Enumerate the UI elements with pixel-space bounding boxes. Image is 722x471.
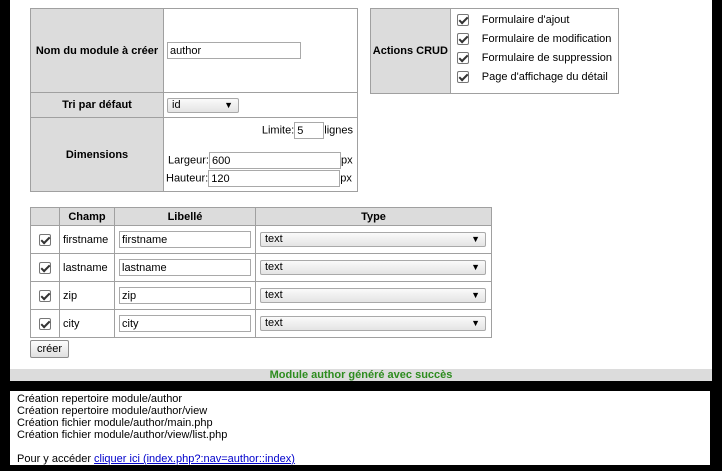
chevron-down-icon: ▼ [471, 234, 480, 244]
field-type-select[interactable] [260, 232, 486, 247]
sort-label: Tri par défaut [31, 93, 164, 118]
crud-edit-checkbox[interactable] [457, 33, 469, 45]
access-line [17, 453, 703, 465]
field-name: firstname [60, 226, 115, 254]
crud-option-label: Page d'affichage du détail [481, 71, 608, 83]
field-type-select[interactable] [260, 260, 486, 275]
crud-option-detail [457, 71, 612, 90]
dimensions-label: Dimensions [31, 118, 164, 192]
generation-log [10, 391, 710, 465]
chevron-down-icon: ▼ [471, 262, 480, 272]
crud-option-label: Formulaire d'ajout [481, 14, 570, 26]
field-name: lastname [60, 254, 115, 282]
crud-actions-table [370, 8, 619, 94]
success-message: Module author généré avec succès [10, 369, 712, 381]
crud-label: Actions CRUD [371, 9, 451, 94]
fields-table [30, 207, 492, 338]
table-row [31, 282, 492, 310]
field-type-value: text [265, 289, 283, 301]
type-column-header: Type [256, 208, 492, 226]
field-type-value: text [265, 233, 283, 245]
sort-select[interactable] [167, 98, 239, 113]
limit-unit: lignes [324, 124, 353, 137]
crud-option-label: Formulaire de suppression [481, 52, 612, 64]
height-unit: px [340, 172, 352, 185]
width-input[interactable] [209, 152, 341, 169]
crud-add-checkbox[interactable] [457, 14, 469, 26]
field-label-input[interactable] [119, 231, 251, 248]
crud-option-delete [457, 52, 612, 71]
module-name-label: Nom du module à créer [31, 9, 164, 93]
chevron-down-icon: ▼ [471, 318, 480, 328]
crud-detail-checkbox[interactable] [457, 71, 469, 83]
crud-delete-checkbox[interactable] [457, 52, 469, 64]
create-button[interactable]: créer [30, 340, 69, 358]
log-line: Création repertoire module/author/view [17, 405, 208, 417]
limit-input[interactable] [294, 122, 324, 139]
access-text: Pour y accéder [17, 453, 95, 465]
module-name-input[interactable] [167, 42, 301, 59]
field-name: zip [60, 282, 115, 310]
table-row [31, 310, 492, 338]
label-column-header: Libellé [115, 208, 256, 226]
chevron-down-icon: ▼ [471, 290, 480, 300]
table-row [31, 254, 492, 282]
field-label-input[interactable] [119, 259, 251, 276]
field-select-checkbox[interactable] [39, 234, 51, 246]
limit-label: Limite: [261, 124, 295, 137]
log-line: Création repertoire module/author [17, 393, 183, 405]
log-line: Création fichier module/author/main.php [17, 417, 213, 429]
main-panel [10, 0, 712, 369]
width-label: Largeur: [168, 154, 209, 167]
table-row [31, 226, 492, 254]
field-type-select[interactable] [260, 288, 486, 303]
height-label: Hauteur: [166, 172, 209, 185]
log-line: Création fichier module/author/view/list.php [17, 429, 228, 441]
select-column-header [31, 208, 60, 226]
crud-option-label: Formulaire de modification [481, 33, 612, 45]
field-label-input[interactable] [119, 315, 251, 332]
height-input[interactable] [208, 170, 340, 187]
field-select-checkbox[interactable] [39, 262, 51, 274]
width-unit: px [340, 154, 353, 167]
field-name: city [60, 310, 115, 338]
field-type-select[interactable] [260, 316, 486, 331]
sort-select-value: id [172, 98, 181, 111]
module-settings-table [30, 8, 358, 192]
chevron-down-icon: ▼ [224, 99, 233, 110]
crud-option-add [457, 14, 612, 33]
access-link[interactable]: cliquer ici (index.php?:nav=author::index) [94, 453, 295, 465]
field-column-header: Champ [60, 208, 115, 226]
field-type-value: text [265, 261, 283, 273]
field-label-input[interactable] [119, 287, 251, 304]
field-select-checkbox[interactable] [39, 290, 51, 302]
field-select-checkbox[interactable] [39, 318, 51, 330]
field-type-value: text [265, 317, 283, 329]
crud-option-edit [457, 33, 612, 52]
